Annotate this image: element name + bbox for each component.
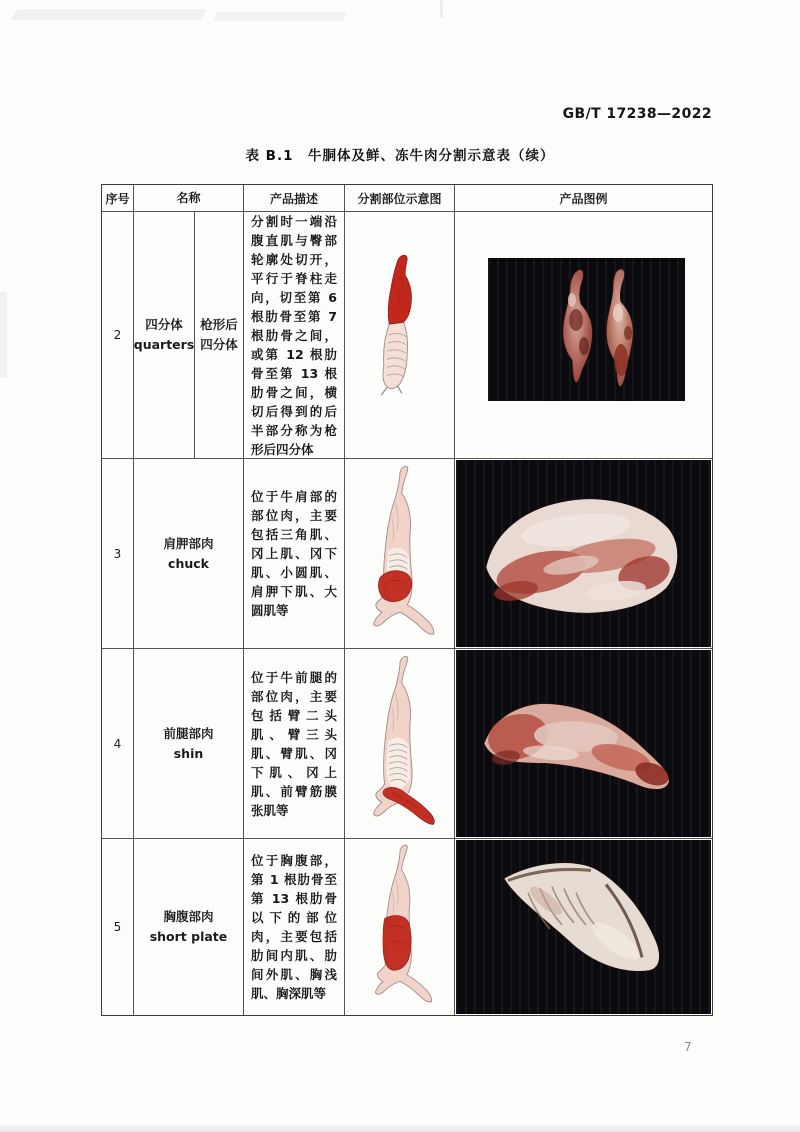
name-cn: 四分体 [145,317,183,332]
carcass-plate-diagram-icon [352,842,448,1012]
description-cell [244,839,345,1015]
product-photo-chuck [456,460,711,647]
name-cn: 前腿部肉 [163,725,214,741]
seq-cell: 2 [102,212,134,458]
name-en: shin [173,745,204,761]
name-cell [134,459,244,648]
name-cn: 肩胛部肉 [163,535,214,551]
chuck-cut-icon [456,460,711,647]
header-name: 名称 [134,185,244,211]
hindquarter-carcass-diagram-icon [364,248,436,420]
name-cell [134,839,244,1015]
description-cell [244,649,345,838]
product-photo-shin [456,650,711,837]
diagram-cell [345,459,455,648]
table-row [102,459,712,649]
name-main [134,212,195,458]
photo-cell [455,212,712,458]
table-header-row [102,185,712,212]
scan-artifact [213,12,347,21]
scan-artifact [11,9,207,20]
header-cut-diagram: 分割部位示意图 [345,185,455,211]
name-sub: 枪形后四分体 [200,317,238,352]
shin-cut-icon [456,650,711,837]
seq-cell: 4 [102,649,134,838]
scan-edge-shadow [0,1123,800,1132]
description-text: 位于牛前腿的部位肉，主要包括臂二头肌、臂三头肌、臂肌、冈下肌、冈上肌、前臂筋膜张肌等 [251,669,337,818]
header-description: 产品描述 [244,185,345,211]
name-cell [134,212,244,458]
product-photo-short-plate [456,840,711,1014]
description-cell [244,212,345,458]
photo-cell [455,459,712,648]
photo-cell [455,839,712,1015]
header-product-photo: 产品图例 [455,185,712,211]
name-en: quarters [133,337,195,352]
diagram-cell [345,839,455,1015]
scan-artifact [440,0,443,18]
header-seq: 序号 [102,185,134,211]
carcass-shin-diagram-icon [350,653,450,835]
table-row [102,839,712,1015]
table-row [102,212,712,459]
scan-artifact [0,292,7,378]
short-plate-cut-icon [456,840,711,1014]
description-text: 位于牛肩部的部位肉，主要包括三角肌、冈上肌、冈下肌、小圆肌、肩胛下肌、大圆肌等 [251,489,337,618]
diagram-cell [345,649,455,838]
table-title: 表 B.1 牛胴体及鲜、冻牛肉分割示意表（续） [245,148,555,164]
diagram-cell [345,212,455,458]
description-text: 位于胸腹部，第 1 根肋骨至第 13 根肋骨以下的部位肉，主要包括肋间内肌、肋间外肌、胸浅肌、胸深肌等 [251,853,337,1001]
seq-cell: 5 [102,839,134,1015]
product-photo-quarters [488,258,685,401]
name-en: short plate [149,929,228,944]
two-hindquarter-pieces-icon [488,258,685,401]
name-cn: 胸腹部肉 [163,909,214,924]
name-en: chuck [168,555,209,571]
page-number: 7 [684,1040,692,1054]
seq-cell: 3 [102,459,134,648]
beef-cuts-table [101,184,713,1016]
description-text: 分割时一端沿腹直肌与臀部轮廓处切开，平行于脊柱走向，切至第 6 根肋骨至第 7 根肋骨之间，或第 12 根肋骨至第 13 根肋骨之间，横切后得到的后半部分称为枪形后四分体 [251,213,337,457]
name-cell [134,649,244,838]
photo-cell [455,649,712,838]
standard-number: GB/T 17238—2022 [562,106,712,122]
description-cell [244,459,345,648]
carcass-chuck-diagram-icon [350,463,450,645]
table-row [102,649,712,839]
